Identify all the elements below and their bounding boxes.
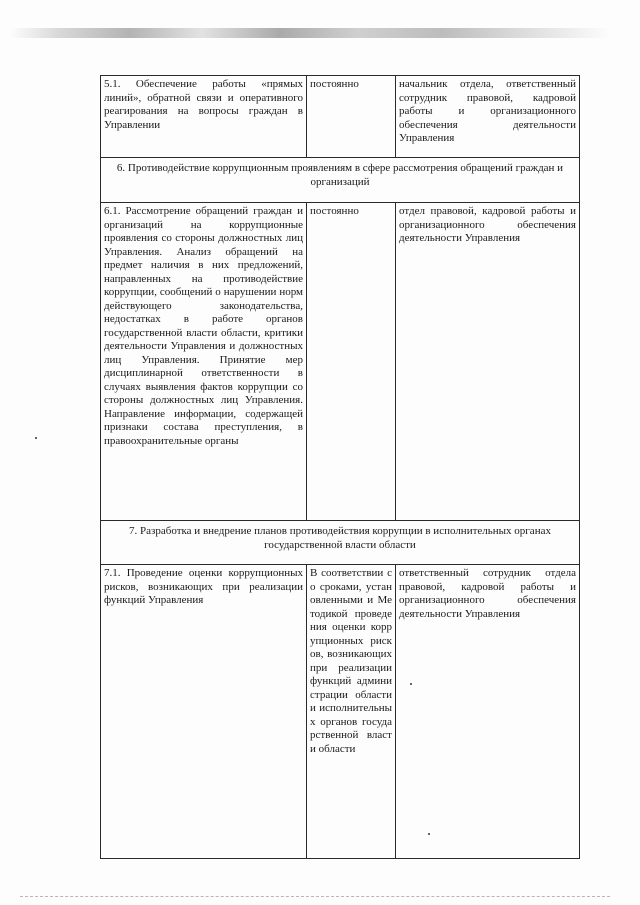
responsible-cell: ответственный сотрудник отдела правовой, кадровой работы и организационного обеспечения деятельности Управления [396, 565, 580, 859]
scan-speck [410, 683, 412, 685]
scan-noise-top [10, 28, 610, 38]
responsible-cell: отдел правовой, кадровой работы и организационного обеспечения деятельности Управления [396, 203, 580, 521]
table-row [101, 565, 580, 859]
action-cell: 7.1. Проведение оценки коррупционных рисков, возникающих при реализации функций Управления [101, 565, 307, 859]
scan-noise-bottom [20, 896, 610, 899]
responsible-cell: начальник отдела, ответственный сотрудник правовой, кадровой работы и организационного обеспечения деятельности Управления [396, 76, 580, 158]
action-cell: 5.1. Обеспечение работы «прямых линий», обратной связи и оперативного реагирования на вопросы граждан в Управлении [101, 76, 307, 158]
section-row [101, 521, 580, 565]
term-cell: постоянно [307, 76, 396, 158]
table-row [101, 203, 580, 521]
section-row [101, 158, 580, 203]
term-cell: постоянно [307, 203, 396, 521]
table-row [101, 76, 580, 158]
measures-table [100, 75, 580, 859]
term-cell: В соответствии со сроками, установленными и Методикой проведения оценки коррупционных рисков, возникающих при реализации функций администрации области и исполнительных органов государственной власти области [307, 565, 396, 859]
action-cell: 6.1. Рассмотрение обращений граждан и организаций на коррупционные проявления со стороны должностных лиц Управления. Анализ обращений на предмет наличия в них предложений, направленных на противодействие коррупции, сообщений о нарушении норм действующего законодательства, недостатках в работе органов государственной власти области, критики деятельности Управления и должностных лиц Управления. Принятие мер дисциплинарной ответственности в случаях выявления фактов коррупции со стороны должностных лиц Управления. Направление информации, содержащей признаки состава преступления, в правоохранительные органы [101, 203, 307, 521]
section-heading-6: 6. Противодействие коррупционным проявлениям в сфере рассмотрения обращений граждан и организаций [101, 158, 580, 203]
scan-speck [35, 437, 37, 439]
scan-speck [428, 833, 430, 835]
section-heading-7: 7. Разработка и внедрение планов противодействия коррупции в исполнительных органах государственной власти области [101, 521, 580, 565]
